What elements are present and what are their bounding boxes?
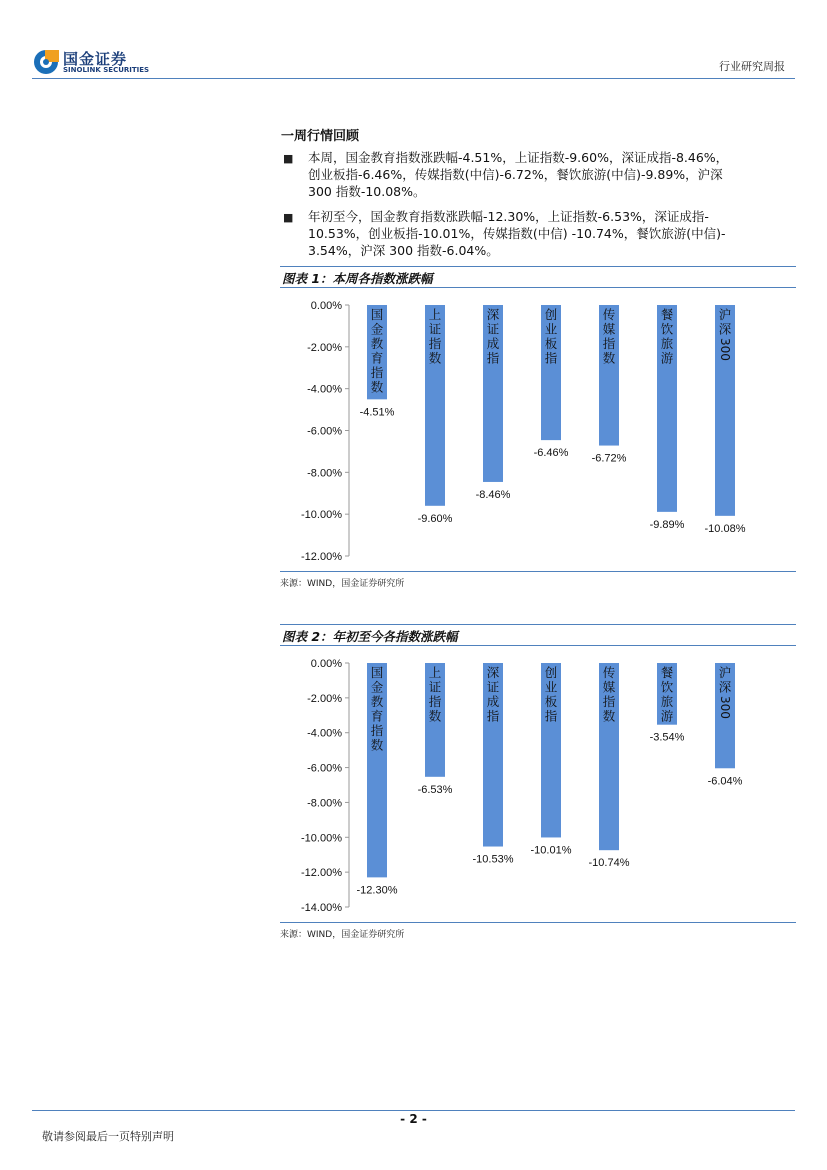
category-label: 沪深 <box>718 307 732 337</box>
footer-divider <box>32 1110 795 1111</box>
y-tick-label: -6.00% <box>307 762 342 775</box>
data-label: -6.46% <box>533 447 569 460</box>
data-label: -10.01% <box>530 844 572 857</box>
footer-disclaimer: 敬请参阅最后一页特别声明 <box>42 1130 174 1143</box>
y-tick-label: -6.00% <box>307 425 342 438</box>
category-label: 传媒指数 <box>602 665 616 724</box>
figure-1-title-bar <box>280 266 796 288</box>
y-tick-label: -2.00% <box>307 341 342 354</box>
review-line: 3.54%，沪深 300 指数-6.04%。 <box>308 243 499 258</box>
y-tick-label: -12.00% <box>301 551 342 563</box>
y-tick-label: -4.00% <box>307 383 342 396</box>
y-tick-label: 0.00% <box>310 658 342 670</box>
y-tick-label: -12.00% <box>301 867 342 880</box>
figure-2-bottom-rule <box>280 922 796 923</box>
data-label: -3.54% <box>649 731 685 744</box>
chart-2-svg <box>280 648 796 922</box>
category-label: 国金教育指数 <box>370 307 384 395</box>
review-item-2 <box>308 208 788 259</box>
section-title: 一周行情回顾 <box>281 129 360 144</box>
category-label: 餐饮旅游 <box>660 307 674 366</box>
category-label-number: 300 <box>718 338 732 361</box>
review-item-1 <box>308 149 788 200</box>
bullet-icon: ■ <box>283 152 294 165</box>
data-label: -10.08% <box>704 522 746 535</box>
review-line: 年初至今，国金教育指数涨跌幅-12.30%，上证指数-6.53%，深证成指- <box>308 209 709 224</box>
review-line: 本周，国金教育指数涨跌幅-4.51%，上证指数-9.60%，深证成指-8.46%， <box>308 150 729 165</box>
figure-2-source: 来源：WIND，国金证券研究所 <box>280 930 405 940</box>
logo-mark-icon <box>32 48 60 76</box>
review-line: 创业板指-6.46%，传媒指数(中信)-6.72%，餐饮旅游(中信)-9.89%，沪深 <box>308 167 723 182</box>
data-label: -10.53% <box>472 853 514 866</box>
data-label: -12.30% <box>356 884 398 897</box>
category-label-number: 300 <box>718 696 732 719</box>
category-label: 创业板指 <box>544 665 558 724</box>
data-label: -9.60% <box>417 512 453 525</box>
figure-1-bottom-rule <box>280 571 796 572</box>
category-label: 餐饮旅游 <box>660 665 674 724</box>
company-logo <box>32 46 162 80</box>
company-name-cn: 国金证券 <box>63 50 128 68</box>
data-label: -6.04% <box>707 775 743 788</box>
y-tick-label: -10.00% <box>301 832 342 845</box>
figure-1-title: 图表 1：本周各指数涨跌幅 <box>282 271 433 286</box>
category-label: 国金教育指数 <box>370 665 384 753</box>
y-tick-label: -4.00% <box>307 727 342 740</box>
category-label: 上证指数 <box>428 307 442 366</box>
data-label: -10.74% <box>588 857 630 870</box>
chart-1-svg <box>280 290 796 570</box>
category-label: 深证成指 <box>486 307 500 366</box>
figure-2-title: 图表 2：年初至今各指数涨跌幅 <box>282 629 458 644</box>
category-label: 传媒指数 <box>602 307 616 366</box>
y-tick-label: -8.00% <box>307 467 342 480</box>
bullet-icon: ■ <box>283 211 294 224</box>
figure-1-source: 来源：WIND，国金证券研究所 <box>280 579 405 589</box>
report-type: 行业研究周报 <box>719 60 785 73</box>
data-label: -6.72% <box>591 452 627 465</box>
figure-2-title-bar <box>280 624 796 646</box>
y-tick-label: -8.00% <box>307 797 342 810</box>
data-label: -4.51% <box>359 406 395 419</box>
category-label: 创业板指 <box>544 307 558 366</box>
page-number: - 2 - <box>400 1112 427 1126</box>
chart-bar <box>715 305 735 516</box>
header-divider <box>32 78 795 79</box>
review-line: 300 指数-10.08%。 <box>308 184 426 199</box>
category-label: 深证成指 <box>486 665 500 724</box>
data-label: -8.46% <box>475 488 511 501</box>
y-tick-label: -2.00% <box>307 692 342 705</box>
review-line: 10.53%，创业板指-10.01%，传媒指数(中信) -10.74%，餐饮旅游(中信)- <box>308 226 726 241</box>
y-tick-label: -10.00% <box>301 509 342 522</box>
data-label: -6.53% <box>417 783 453 796</box>
y-tick-label: 0.00% <box>310 300 342 312</box>
category-label: 沪深 <box>718 665 732 695</box>
data-label: -9.89% <box>649 518 685 531</box>
company-name-en: SINOLINK SECURITIES <box>63 66 150 74</box>
y-tick-label: -14.00% <box>301 902 342 914</box>
category-label: 上证指数 <box>428 665 442 724</box>
figure-1-chart <box>280 290 796 570</box>
figure-2-chart <box>280 648 796 922</box>
